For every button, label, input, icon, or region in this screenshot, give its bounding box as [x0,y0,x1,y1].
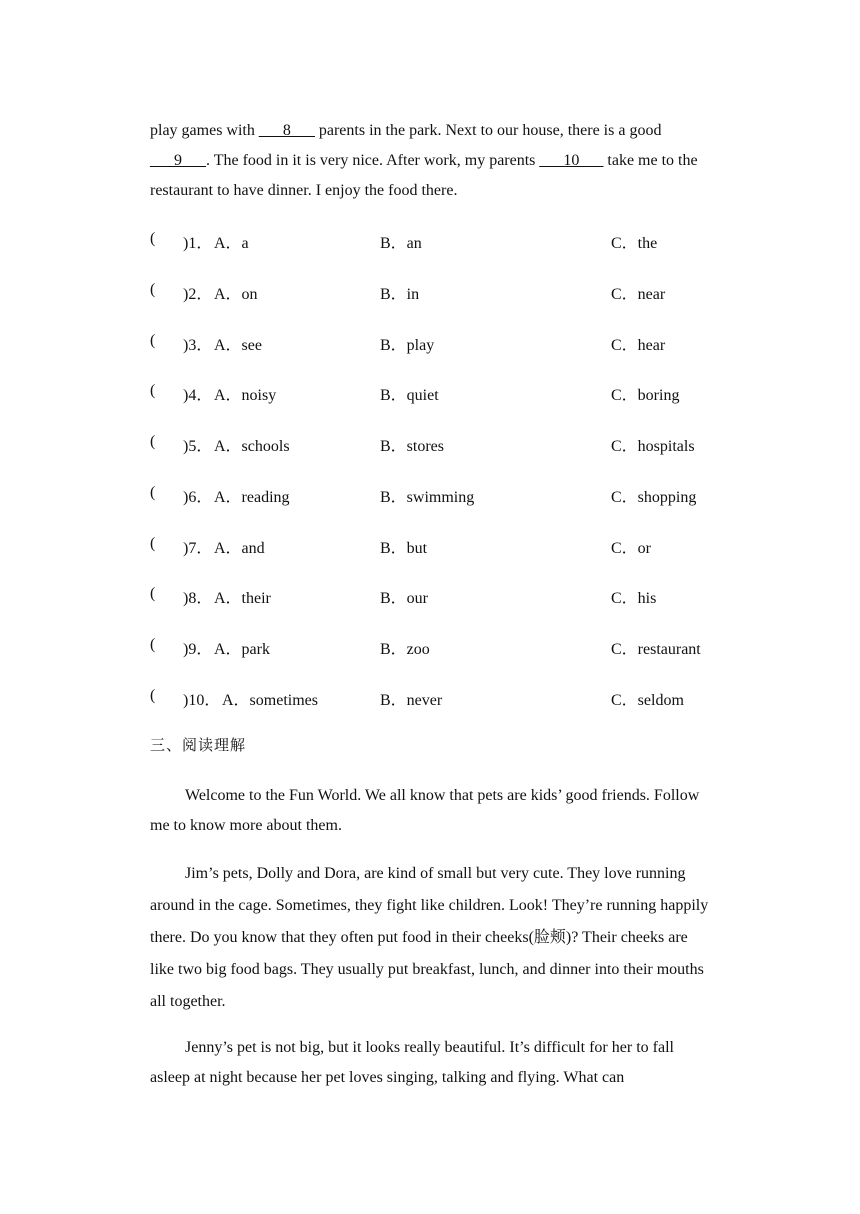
option-a: A．and [214,540,265,557]
question-number: )7． [183,540,213,557]
option-a: A．reading [214,489,290,506]
question-number: )6． [183,489,213,506]
option-a: A．park [214,641,270,658]
option-b: B．swimming [380,489,475,506]
option-a: A．on [214,286,258,303]
option-b: B．an [380,235,422,252]
question-number: )3． [183,337,213,354]
option-a: A．sometimes [222,692,318,709]
question-row [150,281,720,305]
question-row [150,636,720,660]
question-number: )4． [183,387,213,404]
reading-paragraph-1: Welcome to the Fun World. We all know that pets are kids’ good friends. Follow me to know more about them. [150,787,700,834]
section-title: 三、阅读理解 [150,736,247,754]
option-b: B．our [380,590,429,607]
question-number: )5． [183,438,213,455]
option-c: C．near [611,286,666,303]
question-number: )9． [183,641,213,658]
blank-9: ___9___ [150,152,206,169]
reading-paragraph-2: Jim’s pets, Dolly and Dora, are kind of small but very cute. They love running around in the cage. Sometimes, they fight like children. Look! They’re running happily there. Do you know that they often put food in their cheeks(脸颊)? Their cheeks are like two big food bags. They usually put breakfast, lunch, and dinner into their mouths all together. [150,865,709,1010]
option-c: C．shopping [611,489,697,506]
question-row [150,332,720,356]
option-c: C．the [611,235,658,252]
answer-paren: ( [150,636,156,653]
answer-paren: ( [150,484,156,501]
option-a: A．a [214,235,249,252]
answer-paren: ( [150,687,156,704]
option-b: B．stores [380,438,445,455]
question-row [150,484,720,508]
option-b: B．but [380,540,428,557]
option-a: A．noisy [214,387,277,404]
answer-paren: ( [150,230,156,247]
cloze-text: parents in the park. Next to our house, there is a good [314,122,662,139]
option-b: B．in [380,286,420,303]
option-a: A．schools [214,438,290,455]
cloze-text: take me to the restaurant to have dinner. I enjoy the food there. [150,152,698,199]
option-c: C．boring [611,387,680,404]
cloze-passage-end [150,116,715,206]
blank-8: ___8___ [258,122,315,139]
question-number: )10． [183,692,221,709]
question-row [150,433,720,457]
option-c: C．hospitals [611,438,695,455]
answer-paren: ( [150,585,156,602]
option-c: C．his [611,590,657,607]
cloze-text: play games with [150,122,259,139]
question-row [150,585,720,609]
blank-10: ___10___ [539,152,604,169]
question-number: )1． [183,235,213,252]
question-number: )8． [183,590,213,607]
option-c: C．or [611,540,652,557]
cloze-text: . The food in it is very nice. After work, my parents [206,152,540,169]
answer-paren: ( [150,433,156,450]
option-b: B．play [380,337,435,354]
question-number: )2． [183,286,213,303]
answer-paren: ( [150,332,156,349]
option-b: B．never [380,692,443,709]
option-c: C．restaurant [611,641,701,658]
option-c: C．hear [611,337,666,354]
option-a: A．see [214,337,262,354]
option-b: B．zoo [380,641,430,658]
answer-paren: ( [150,535,156,552]
option-a: A．their [214,590,271,607]
question-row [150,230,720,254]
question-row [150,535,720,559]
answer-paren: ( [150,382,156,399]
question-row [150,382,720,406]
reading-paragraph-3: Jenny’s pet is not big, but it looks really beautiful. It’s difficult for her to fall asleep at night because her pet loves singing, talking and flying. What can [150,1039,674,1086]
question-row [150,687,720,711]
option-c: C．seldom [611,692,684,709]
answer-paren: ( [150,281,156,298]
option-b: B．quiet [380,387,439,404]
